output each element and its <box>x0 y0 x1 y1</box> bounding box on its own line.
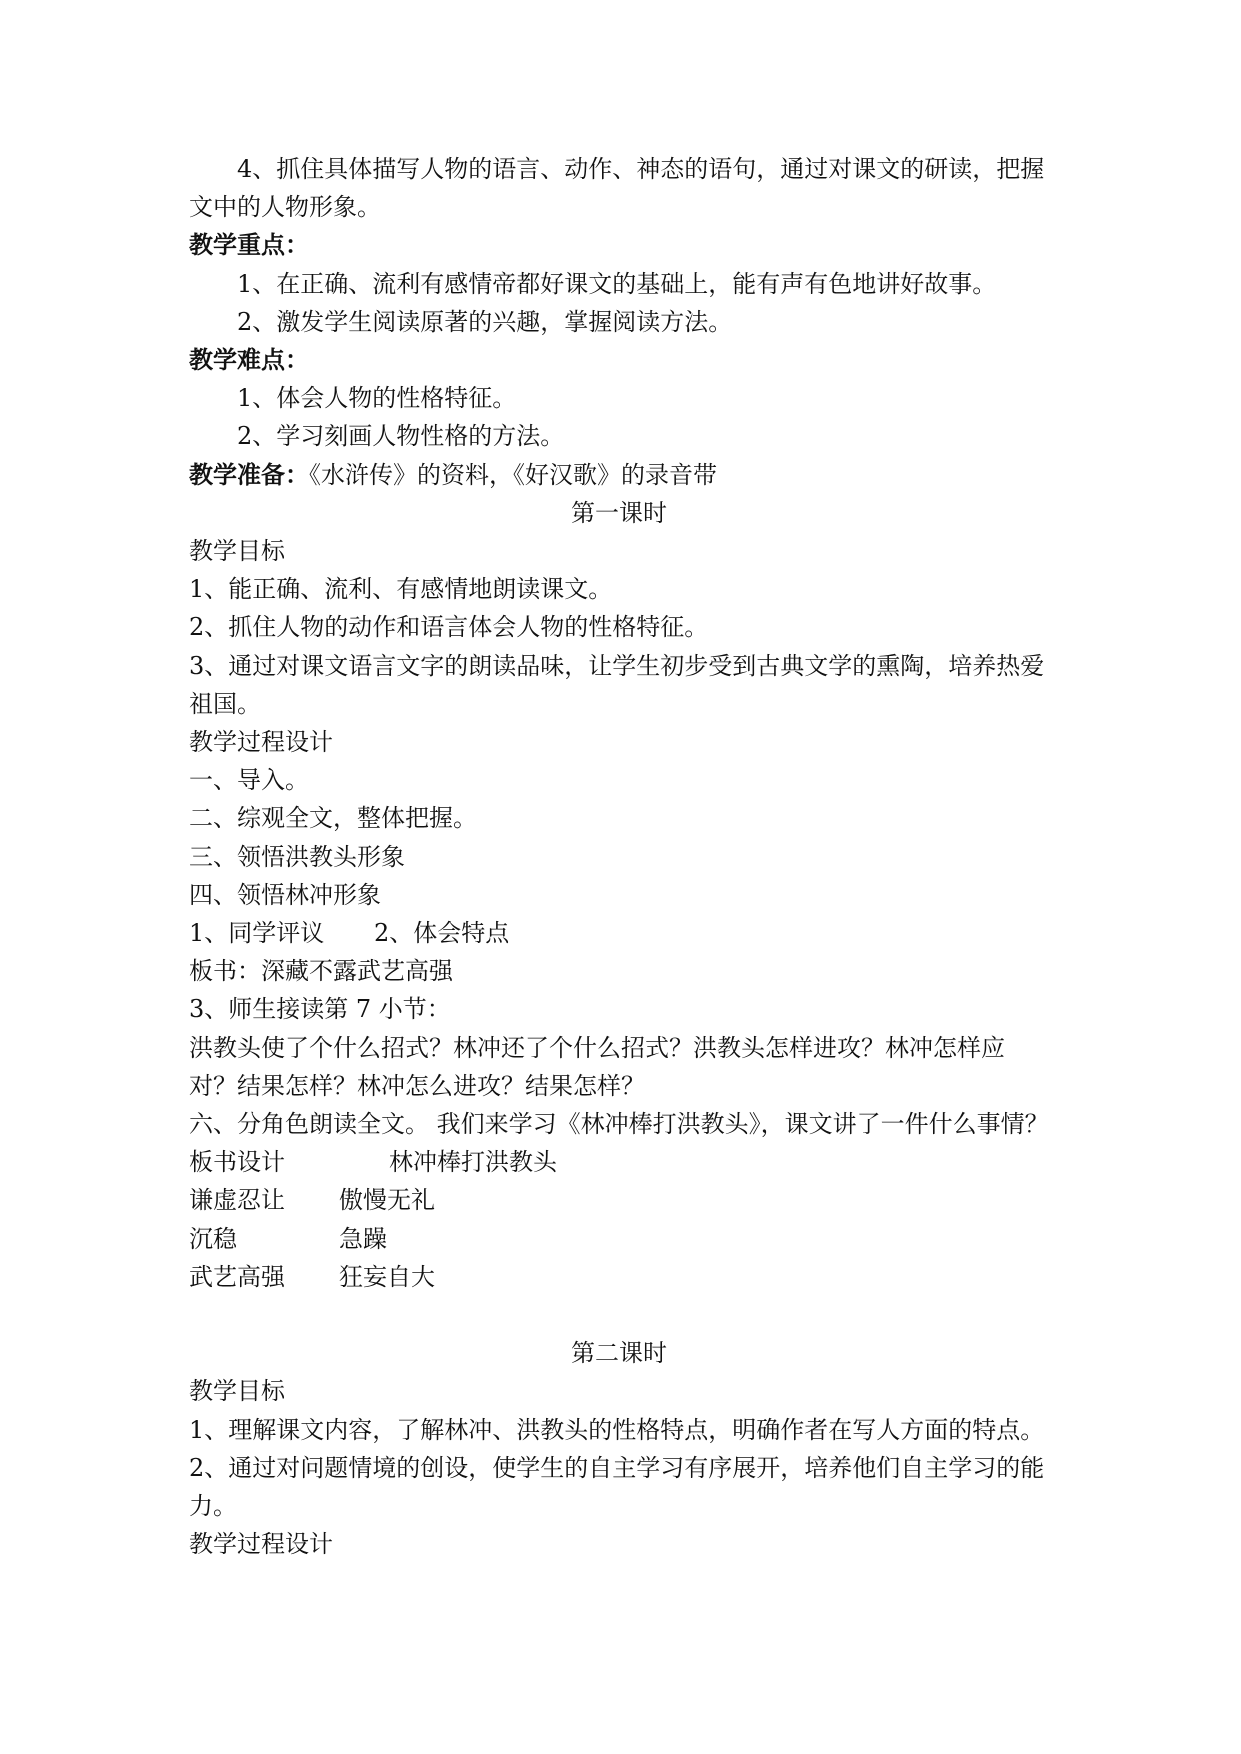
difficulty-item-2: 2、学习刻画人物性格的方法。 <box>237 422 565 451</box>
board-design-title: 林冲棒打洪教头 <box>389 1148 557 1177</box>
lesson-2-goal-2: 2、通过对问题情境的创设，使学生的自主学习有序展开，培养他们自主学习的能力。 <box>189 1453 1045 1521</box>
objective-4: 4、抓住具体描写人物的语言、动作、神态的语句，通过对课文的研读，把握文中的人物形象。 <box>189 155 1045 222</box>
step-4: 四、领悟林冲形象 <box>189 880 381 909</box>
step-4-subitem-3: 3、师生接读第 7 小节： <box>189 995 451 1024</box>
lesson-2-goal-1: 1、理解课文内容，了解林冲、洪教头的性格特点，明确作者在写人方面的特点。 <box>189 1415 1045 1444</box>
lesson-1-title: 第一课时 <box>571 498 667 527</box>
step-6: 六、分角色朗读全文。 我们来学习《林冲棒打洪教头》，课文讲了一件什么事情？ <box>189 1110 1049 1139</box>
board-design-row-1 <box>189 1181 1049 1219</box>
step-4-subitem-2: 2、体会特点 <box>374 919 510 948</box>
lesson-1-goal-heading: 教学目标 <box>189 537 285 566</box>
preparation-text: 《水浒传》的资料，《好汉歌》的录音带 <box>309 460 717 489</box>
heading-teaching-preparation: 教学准备： <box>189 459 309 489</box>
lesson-2-goal-heading: 教学目标 <box>189 1377 285 1406</box>
step-4-subitems <box>189 914 1049 952</box>
document-body <box>189 150 1049 1564</box>
teaching-preparation <box>189 456 1049 494</box>
board-design-right: 急躁 <box>339 1224 387 1253</box>
step-4-subitem-1: 1、同学评议 <box>189 919 325 948</box>
questions: 洪教头使了个什么招式？林冲还了个什么招式？洪教头怎样进攻？林冲怎样应对？结果怎样？林冲怎么进攻？结果怎样？ <box>189 1033 1005 1100</box>
difficulty-item-1: 1、体会人物的性格特征。 <box>237 384 517 413</box>
board-design-header <box>189 1143 1049 1181</box>
board-design-right: 傲慢无礼 <box>339 1186 435 1215</box>
board-design-row-3 <box>189 1258 1049 1296</box>
step-2: 二、综观全文，整体把握。 <box>189 804 477 833</box>
board-design-row-2 <box>189 1220 1049 1258</box>
lesson-1-goal-3: 3、通过对课文语言文字的朗读品味，让学生初步受到古典文学的熏陶，培养热爱祖国。 <box>189 651 1045 718</box>
lesson-1-goal-1: 1、能正确、流利、有感情地朗读课文。 <box>189 575 613 604</box>
heading-teaching-focus: 教学重点： <box>189 230 309 260</box>
board-design-label: 板书设计 <box>189 1148 285 1177</box>
board-design-right: 狂妄自大 <box>339 1262 435 1291</box>
heading-teaching-difficulty: 教学难点： <box>189 345 309 375</box>
lesson-2-process-heading: 教学过程设计 <box>189 1530 333 1559</box>
board-note: 板书：深藏不露武艺高强 <box>189 957 453 986</box>
lesson-1-goal-2: 2、抓住人物的动作和语言体会人物的性格特征。 <box>189 613 709 642</box>
lesson-1-process-heading: 教学过程设计 <box>189 728 333 757</box>
focus-item-1: 1、在正确、流利有感情帝都好课文的基础上，能有声有色地讲好故事。 <box>237 269 997 298</box>
focus-item-2: 2、激发学生阅读原著的兴趣，掌握阅读方法。 <box>237 307 733 336</box>
blank-line <box>189 1296 1049 1334</box>
board-design-left: 谦虚忍让 <box>189 1186 285 1215</box>
step-1: 一、导入。 <box>189 766 309 795</box>
step-3: 三、领悟洪教头形象 <box>189 842 405 871</box>
lesson-2-title: 第二课时 <box>571 1339 667 1368</box>
board-design-left: 武艺高强 <box>189 1262 285 1291</box>
board-design-left: 沉稳 <box>189 1224 237 1253</box>
